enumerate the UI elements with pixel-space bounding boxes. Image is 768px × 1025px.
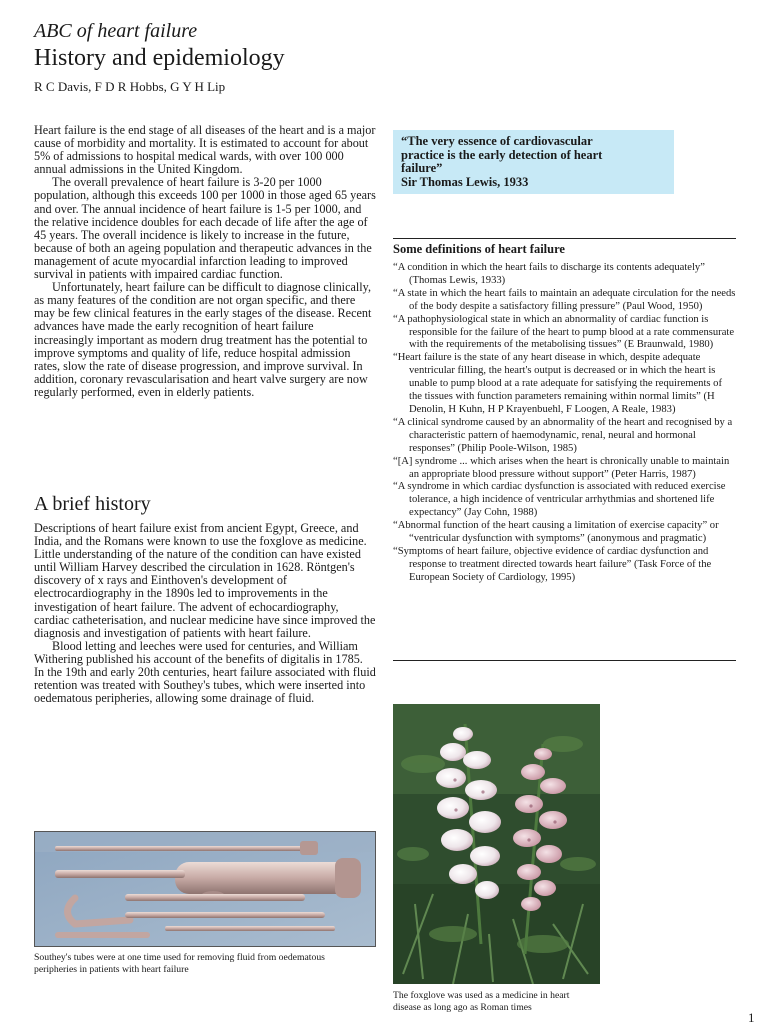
intro-section bbox=[34, 124, 376, 399]
southeys-tubes-photo bbox=[34, 831, 376, 947]
quote-line: practice is the early detection of heart bbox=[401, 147, 603, 162]
caption-line: The foxglove was used as a medicine in heart bbox=[393, 990, 570, 1001]
page-number: 1 bbox=[748, 1010, 755, 1025]
section-heading-history: A brief history bbox=[34, 493, 151, 515]
intro-paragraph: Heart failure is the end stage of all diseases of the heart and is a major cause of morbidity and mortality. It is estimated to account for about 5% of admissions to hospital medical wards, with over 100 000 annual admissions in the United Kingdom. bbox=[34, 123, 376, 177]
history-section bbox=[34, 522, 376, 705]
definition-item: “A state in which the heart fails to maintain an adequate circulation for the needs of the body despite a satisfactory filling pressure” (Paul Wood, 1950) bbox=[393, 287, 736, 312]
foxglove-painting bbox=[393, 704, 600, 984]
definition-item: “A syndrome in which cardiac dysfunction is associated with reduced exercise tolerance, a high incidence of ventricular arrhythmias and shortened life expectancy” (Jay Cohn, 1988) bbox=[393, 481, 726, 519]
foxglove-illustration bbox=[393, 704, 600, 984]
intro-paragraph: The overall prevalence of heart failure is 3-20 per 1000 population, although this exceeds 100 per 1000 in those aged 65 years and over. The annual incidence of heart failure is 1-5 per 1000, and the relative incidence doubles for each decade of life after the age of 45 years. The overall incidence is likely to increase in the future, because of both an ageing population and therapeutic advances in the management of acute myocardial infarction leading to improved survival in patients with impaired cardiac function. bbox=[34, 175, 376, 282]
series-title: ABC of heart failure bbox=[34, 20, 198, 42]
definitions-bottom-rule bbox=[393, 660, 736, 661]
quote-line: failure” bbox=[401, 161, 443, 175]
definition-item: “A condition in which the heart fails to discharge its contents adequately” (Thomas Lewis, 1933) bbox=[393, 262, 705, 286]
definitions-top-rule bbox=[393, 238, 736, 239]
definition-item: “Symptoms of heart failure, objective evidence of cardiac dysfunction and response to treatment directed towards heart failure” (Task Force of the European Society of Cardiology, 1995) bbox=[393, 545, 712, 583]
quote-box bbox=[393, 130, 674, 194]
article-title: History and epidemiology bbox=[34, 45, 285, 71]
southeys-tubes-illustration bbox=[35, 832, 375, 946]
quote-attribution: Sir Thomas Lewis, 1933 bbox=[401, 174, 529, 189]
quote-line: “The very essence of cardiovascular bbox=[401, 134, 593, 148]
definition-item: “[A] syndrome ... which arises when the heart is chronically unable to maintain an appropriate blood pressure without support” (Peter Harris, 1987) bbox=[393, 455, 730, 480]
history-paragraph: Blood letting and leeches were used for centuries, and William Withering published his account of the benefits of digitalis in 1785. In the 19th and early 20th centuries, heart failure associated with fluid retention was treated with Southey's tubes, which were inserted into oedematous peripheries, allowing some drainage of fluid. bbox=[34, 638, 376, 706]
caption-line: Southey's tubes were at one time used for removing fluid from oedematous bbox=[34, 952, 325, 963]
definition-item: “A pathophysiological state in which an abnormality of cardiac function is responsible for the failure of the heart to pump blood at a rate commensurate with the requirements of the metabolising tissues” (E Braunwald, 1980) bbox=[393, 313, 735, 351]
caption-line: disease as long ago as Roman times bbox=[393, 1002, 532, 1013]
definition-item: “A clinical syndrome caused by an abnormality of the heart and recognised by a characteristic pattern of haemodynamic, renal, neural and hormonal responses” (Philip Poole-Wilson, 1985) bbox=[393, 416, 733, 454]
definition-item: “Abnormal function of the heart causing a limitation of exercise capacity” or “ventricular dysfunction with symptoms” (anonymous and pragmatic) bbox=[393, 520, 719, 545]
caption-line: peripheries in patients with heart failure bbox=[34, 964, 189, 975]
tubes-caption bbox=[34, 952, 376, 976]
history-paragraph: Descriptions of heart failure exist from ancient Egypt, Greece, and India, and the Romans were known to use the foxglove as medicine. Little understanding of the nature of the condition can have existed until William Harvey described the circulation in 1628. Röntgen's discovery of x rays and Einthoven's development of electrocardiography in the 1890s led to improvements in the investigation of heart failure. The advent of echocardiography, cardiac catheterisation, and nuclear medicine have since improved the diagnosis and investigation of patients with heart failure. bbox=[34, 521, 376, 640]
author-list: R C Davis, F D R Hobbs, G Y H Lip bbox=[34, 79, 226, 94]
definitions-title: Some definitions of heart failure bbox=[393, 242, 565, 256]
intro-paragraph: Unfortunately, heart failure can be difficult to diagnose clinically, as many features of the condition are not organ specific, and there may be few clinical features in the early stages of the disease. Recent advances have made the early recognition of heart failure increasingly important as modern drug treatment has the potential to improve symptoms and quality of life, reduce hospital admission rates, slow the rate of disease progression, and improve survival. In addition, coronary revascularisation and heart valve surgery are now regularly performed, even in elderly patients. bbox=[34, 280, 372, 399]
definition-item: “Heart failure is the state of any heart disease in which, despite adequate ventricular filling, the heart's output is decreased or in which the heart is unable to pump blood at a rate adequate for satisfying the requirements of the tissues with function parameters remaining within normal limits” (H Denolin, H Kuhn, H P Krayenbuehl, F Loogen, A Reale, 1983) bbox=[393, 352, 723, 415]
foxglove-caption bbox=[393, 990, 613, 1014]
definitions-list bbox=[393, 262, 736, 585]
